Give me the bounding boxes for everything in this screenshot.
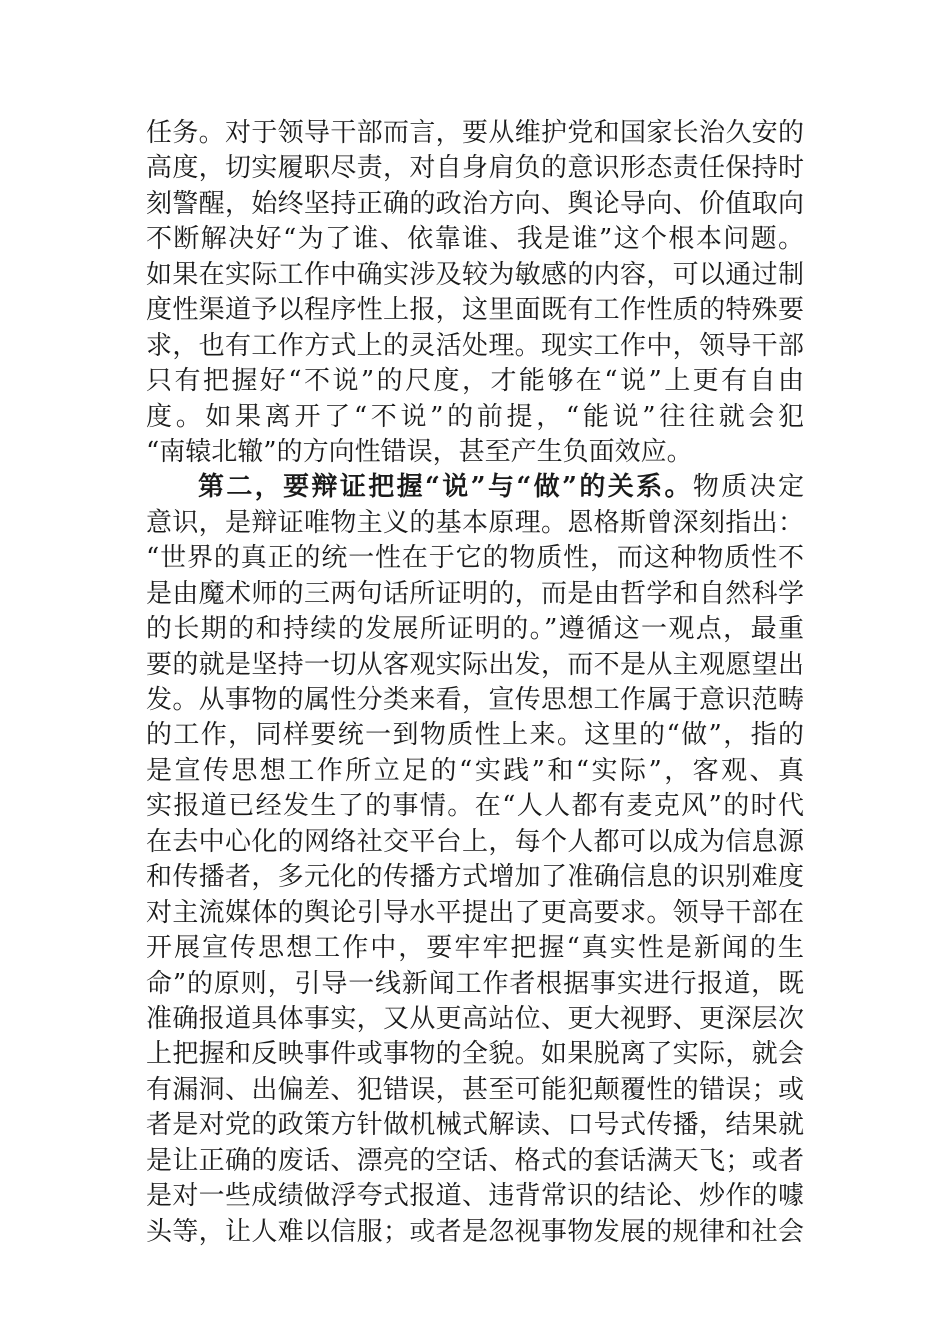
text-line: 不断解决好“为了谁、依靠谁、我是谁”这个根本问题。: [146, 224, 804, 255]
text-line: “世界的真正的统一性在于它的物质性，而这种物质性不: [146, 543, 804, 574]
text-line: 刻警醒，始终坚持正确的政治方向、舆论导向、价值取向: [146, 188, 804, 219]
text-line: 准确报道具体事实，又从更高站位、更大视野、更深层次: [146, 1003, 804, 1034]
text-line: 意识，是辩证唯物主义的基本原理。恩格斯曾深刻指出：: [146, 507, 804, 538]
text-line: 要的就是坚持一切从客观实际出发，而不是从主观愿望出: [146, 649, 804, 680]
text-line: 求，也有工作方式上的灵活处理。现实工作中，领导干部: [146, 330, 804, 361]
text-line: 对主流媒体的舆论引导水平提出了更高要求。领导干部在: [146, 897, 804, 928]
text-line: “南辕北辙”的方向性错误，甚至产生负面效应。: [146, 436, 693, 467]
text-line: 度。如果离开了“不说”的前提，“能说”往往就会犯: [146, 401, 804, 432]
text-fragment: 物质决定: [692, 472, 804, 503]
section-heading: 第二，要辩证把握“说”与“做”的关系。: [198, 472, 693, 503]
text-line: 度性渠道予以程序性上报，这里面既有工作性质的特殊要: [146, 295, 804, 326]
text-line: 高度，切实履职尽责，对自身肩负的意识形态责任保持时: [146, 153, 804, 184]
text-line: 在去中心化的网络社交平台上，每个人都可以成为信息源: [146, 826, 804, 857]
text-line: 是宣传思想工作所立足的“实践”和“实际”，客观、真: [146, 755, 804, 786]
text-line: 的工作，同样要统一到物质性上来。这里的“做”，指的: [146, 720, 804, 751]
paragraph-2-first-line: [146, 470, 804, 505]
text-line: 发。从事物的属性分类来看，宣传思想工作属于意识范畴: [146, 685, 804, 715]
text-line: 开展宣传思想工作中，要牢牢把握“真实性是新闻的生: [146, 933, 804, 964]
text-line: 如果在实际工作中确实涉及较为敏感的内容，可以通过制: [146, 259, 804, 290]
text-line: 任务。对于领导干部而言，要从维护党和国家长治久安的: [146, 118, 804, 148]
text-line: 实报道已经发生了的事情。在“人人都有麦克风”的时代: [146, 791, 804, 822]
text-line: 和传播者，多元化的传播方式增加了准确信息的识别难度: [146, 862, 804, 893]
paragraph-2: [146, 470, 804, 1250]
text-line: 上把握和反映事件或事物的全貌。如果脱离了实际，就会: [146, 1039, 804, 1070]
text-line: 命”的原则，引导一线新闻工作者根据事实进行报道，既: [146, 968, 804, 999]
text-line: 只有把握好“不说”的尺度，才能够在“说”上更有自由: [146, 366, 804, 397]
document-body: [146, 116, 804, 1250]
text-line: 头等，让人难以信服；或者是忽视事物发展的规律和社会: [146, 1216, 804, 1247]
paragraph-1: [146, 116, 804, 470]
text-line: 是对一些成绩做浮夸式报道、违背常识的结论、炒作的噱: [146, 1181, 804, 1212]
text-line: 者是对党的政策方针做机械式解读、口号式传播，结果就: [146, 1110, 804, 1141]
text-line: 是由魔术师的三两句话所证明的，而是由哲学和自然科学: [146, 578, 804, 609]
text-line: 的长期的和持续的发展所证明的。”遵循这一观点，最重: [146, 614, 804, 645]
text-line: 是让正确的废话、漂亮的空话、格式的套话满天飞；或者: [146, 1145, 804, 1176]
text-line: 有漏洞、出偏差、犯错误，甚至可能犯颠覆性的错误；或: [146, 1074, 804, 1105]
